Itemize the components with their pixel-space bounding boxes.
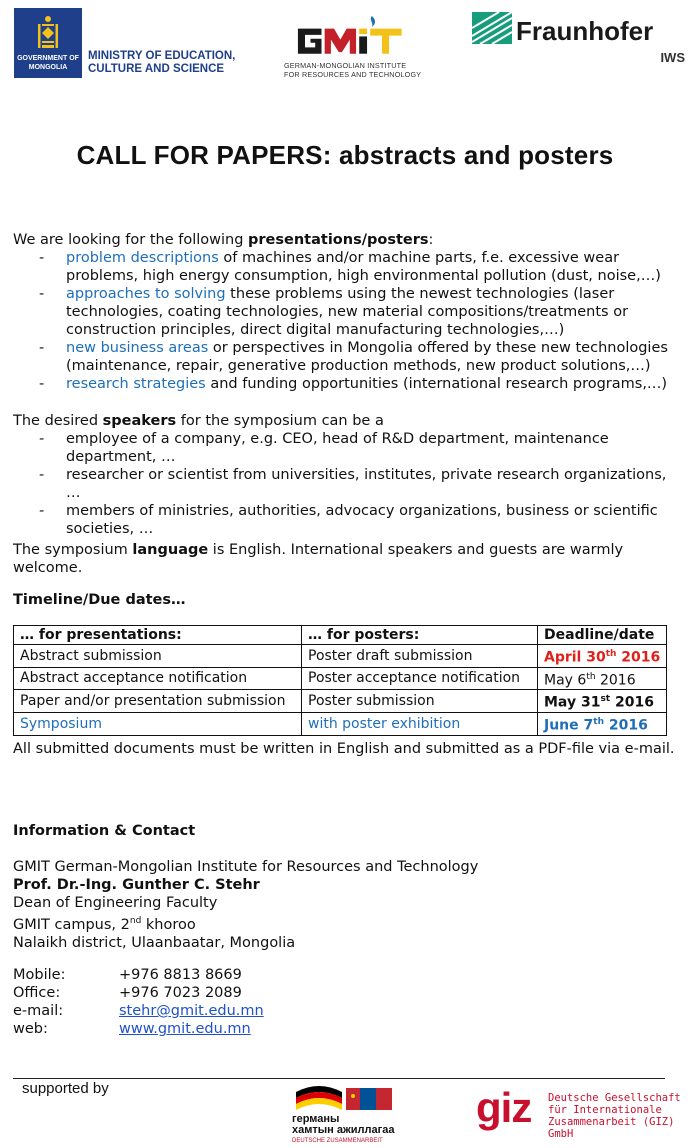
web-link[interactable]: www.gmit.edu.mn bbox=[119, 1021, 251, 1037]
gmit-subtitle-line-2: FOR RESOURCES AND TECHNOLOGY bbox=[284, 69, 422, 79]
gmit-logo bbox=[278, 2, 423, 86]
contact-institute: GMIT German-Mongolian Institute for Resources and Technology bbox=[13, 859, 479, 875]
giz-wordmark: giz bbox=[476, 1084, 532, 1131]
list-item: - research strategies and funding opportunities (international research programs,…) bbox=[39, 376, 668, 392]
table-cell: with poster exhibition bbox=[302, 712, 538, 735]
table-header: Deadline/date bbox=[538, 626, 667, 645]
list-item: - new business areas or perspectives in Mongolia offered by these new technologies (maintenance, repair, generative production methods, new product solutions,…) bbox=[39, 340, 668, 374]
timeline-heading: Timeline/Due dates… bbox=[13, 592, 186, 608]
presentations-intro: We are looking for the following presentations/posters: bbox=[13, 232, 434, 248]
german-cooperation-logo bbox=[284, 1082, 404, 1146]
contact-block bbox=[13, 858, 678, 952]
table-cell: Symposium bbox=[14, 712, 302, 735]
contact-fields bbox=[13, 966, 678, 1038]
email-link[interactable]: stehr@gmit.edu.mn bbox=[119, 1003, 264, 1019]
fraunhofer-name: Fraunhofer bbox=[516, 16, 654, 46]
soyombo-emblem-icon bbox=[36, 14, 60, 52]
speakers-intro: The desired speakers for the symposium can be a bbox=[13, 413, 384, 429]
giz-logo bbox=[476, 1084, 686, 1140]
fraunhofer-logo bbox=[470, 8, 685, 68]
contact-district: Nalaikh district, Ulaanbaatar, Mongolia bbox=[13, 934, 296, 951]
gmit-wordmark-icon bbox=[280, 16, 418, 60]
speakers-intro-bold: speakers bbox=[102, 413, 177, 429]
deadline-cell: June 7th 2016 bbox=[538, 712, 667, 735]
table-row bbox=[14, 712, 667, 735]
speakers-section bbox=[13, 412, 678, 538]
ministry-name bbox=[88, 50, 235, 76]
contact-heading: Information & Contact bbox=[13, 823, 196, 839]
table-header: … for posters: bbox=[302, 626, 538, 645]
table-header: … for presentations: bbox=[14, 626, 302, 645]
presentations-intro-bold: presentations/posters bbox=[248, 232, 429, 248]
speakers-list bbox=[13, 430, 678, 538]
deadline-cell: April 30th 2016 bbox=[538, 645, 667, 668]
contact-role: Dean of Engineering Faculty bbox=[13, 895, 218, 911]
fraunhofer-stripes-icon bbox=[472, 12, 512, 44]
list-item: - approaches to solving these problems using the newest technologies (laser technologies, coating technologies, new material compositions/treatments or construction principles, direct digital manufacturing technologies,…) bbox=[39, 286, 629, 338]
mongolia-ministry-logo bbox=[14, 8, 244, 88]
table-cell: Poster submission bbox=[302, 690, 538, 713]
table-cell: Abstract submission bbox=[14, 645, 302, 668]
submission-note: All submitted documents must be written in English and submitted as a PDF-file via e-mail. bbox=[13, 741, 675, 757]
table-cell: Poster acceptance notification bbox=[302, 667, 538, 690]
ministry-line-2: CULTURE AND SCIENCE bbox=[88, 63, 225, 75]
list-item: - problem descriptions of machines and/or machine parts, f.e. excessive wear problems, high energy consumption, high environmental pollution (dust, noise,…) bbox=[39, 250, 661, 284]
supported-by-label: supported by bbox=[22, 1080, 109, 1097]
presentations-section bbox=[13, 231, 678, 393]
contact-row-office: Office: +976 7023 2089 bbox=[13, 985, 242, 1001]
page-title: CALL FOR PAPERS: abstracts and posters bbox=[76, 140, 614, 170]
language-bold: language bbox=[132, 542, 209, 558]
table-cell: Abstract acceptance notification bbox=[14, 667, 302, 690]
mongolia-emblem-box bbox=[14, 8, 82, 78]
gmit-subtitle bbox=[284, 62, 421, 79]
table-row bbox=[14, 690, 667, 713]
flags-icon bbox=[294, 1082, 394, 1112]
contact-person: Prof. Dr.-Ing. Gunther C. Stehr bbox=[13, 877, 260, 893]
table-row bbox=[14, 667, 667, 690]
contact-row-mobile: Mobile: +976 8813 8669 bbox=[13, 967, 242, 983]
presentations-list bbox=[13, 249, 678, 393]
giz-full-name: Deutsche Gesellschaft für Internationale Zusammenarbeit (GIZ) GmbH bbox=[548, 1092, 681, 1140]
list-item: - researcher or scientist from universities, institutes, private research organizations, … bbox=[39, 467, 667, 501]
contact-campus: GMIT campus, 2nd khoroo bbox=[13, 916, 196, 933]
contact-row-web: web: www.gmit.edu.mn bbox=[13, 1021, 251, 1037]
deadline-cell: May 31st 2016 bbox=[538, 690, 667, 713]
fraunhofer-unit: IWS bbox=[660, 50, 685, 65]
contact-row-email: e-mail: stehr@gmit.edu.mn bbox=[13, 1003, 264, 1019]
gmit-subtitle-line-1: GERMAN-MONGOLIAN INSTITUTE bbox=[284, 61, 407, 70]
government-label: GOVERNMENT OF MONGOLIA bbox=[17, 55, 79, 71]
list-item: - employee of a company, e.g. CEO, head of R&D department, maintenance department, … bbox=[39, 431, 609, 465]
table-header-row bbox=[14, 626, 667, 645]
language-paragraph: The symposium language is English. International speakers and guests are warmly welcome. bbox=[13, 542, 624, 576]
list-item: - members of ministries, authorities, advocacy organizations, business or scientific societies, … bbox=[39, 503, 658, 537]
timeline-table bbox=[13, 625, 667, 736]
german-cooperation-text: германы хамтын ажиллагаа DEUTSCHE ZUSAMMENARBEIT bbox=[292, 1113, 395, 1144]
deadline-cell: May 6th 2016 bbox=[538, 667, 667, 690]
table-cell: Paper and/or presentation submission bbox=[14, 690, 302, 713]
footer-divider bbox=[13, 1078, 665, 1079]
table-cell: Poster draft submission bbox=[302, 645, 538, 668]
ministry-line-1: MINISTRY OF EDUCATION, bbox=[88, 50, 236, 62]
table-row bbox=[14, 645, 667, 668]
